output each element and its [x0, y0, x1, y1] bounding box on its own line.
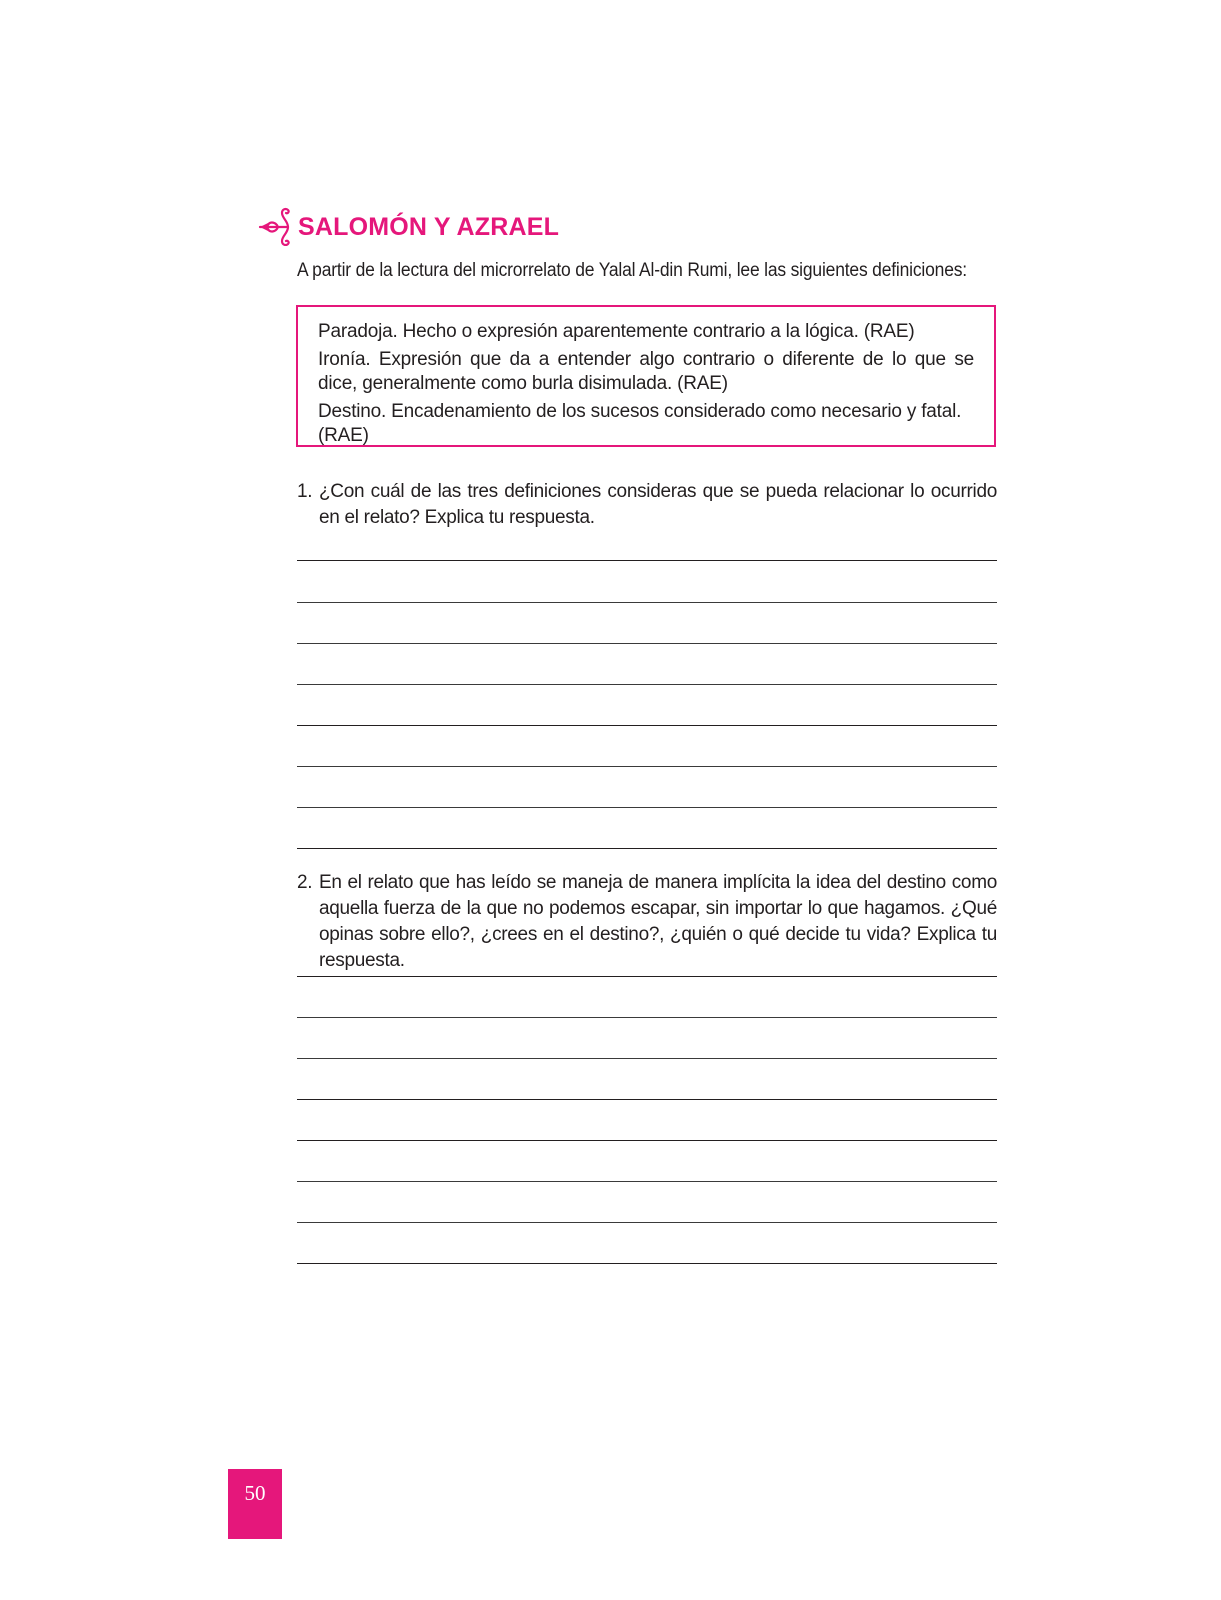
intro-text: A partir de la lectura del microrrelato de Yalal Al-din Rumi, lee las siguientes definiciones: [297, 260, 967, 281]
answer-line[interactable] [297, 766, 997, 767]
question-text: En el relato que has leído se maneja de manera implícita la idea del destino como aquella fuerza de la que no podemos escapar, sin importar lo que hagamos. ¿Qué opinas sobre ello?, ¿crees en el destino?, ¿quién o qué decide tu vida? Explica tu respuesta. [319, 872, 997, 971]
page-number-tab [228, 1469, 282, 1539]
answer-line[interactable] [297, 1263, 997, 1264]
definitions-box [296, 305, 996, 447]
answer-line[interactable] [297, 1017, 997, 1018]
section-header [258, 206, 559, 246]
answer-line[interactable] [297, 807, 997, 808]
answer-line[interactable] [297, 602, 997, 603]
answer-line[interactable] [297, 1099, 997, 1100]
definition-paradoja: Paradoja. Hecho o expresión aparentemente contrario a la lógica. (RAE) [318, 321, 915, 342]
answer-line[interactable] [297, 560, 997, 561]
question-1 [297, 479, 997, 531]
question-2 [297, 870, 997, 974]
answer-line[interactable] [297, 1222, 997, 1223]
answer-line[interactable] [297, 643, 997, 644]
answer-line[interactable] [297, 1140, 997, 1141]
definition-destino: Destino. Encadenamiento de los sucesos considerado como necesario y fatal. (RAE) [318, 401, 962, 446]
question-number: 2. [297, 872, 313, 893]
answer-line[interactable] [297, 1181, 997, 1182]
page-number: 50 [244, 1481, 266, 1505]
question-text: ¿Con cuál de las tres definiciones consideras que se pueda relacionar lo ocurrido en el relato? Explica tu respuesta. [319, 481, 997, 528]
answer-line[interactable] [297, 725, 997, 726]
answer-line[interactable] [297, 1058, 997, 1059]
answer-line[interactable] [297, 848, 997, 849]
answer-line[interactable] [297, 976, 997, 977]
definition-ironia: Ironía. Expresión que da a entender algo contrario o diferente de lo que se dice, generalmente como burla disimulada. (RAE) [318, 349, 974, 394]
answer-line[interactable] [297, 684, 997, 685]
section-title: SALOMÓN Y AZRAEL [298, 212, 560, 241]
question-number: 1. [297, 481, 313, 502]
fleur-de-lis-icon [258, 206, 294, 246]
